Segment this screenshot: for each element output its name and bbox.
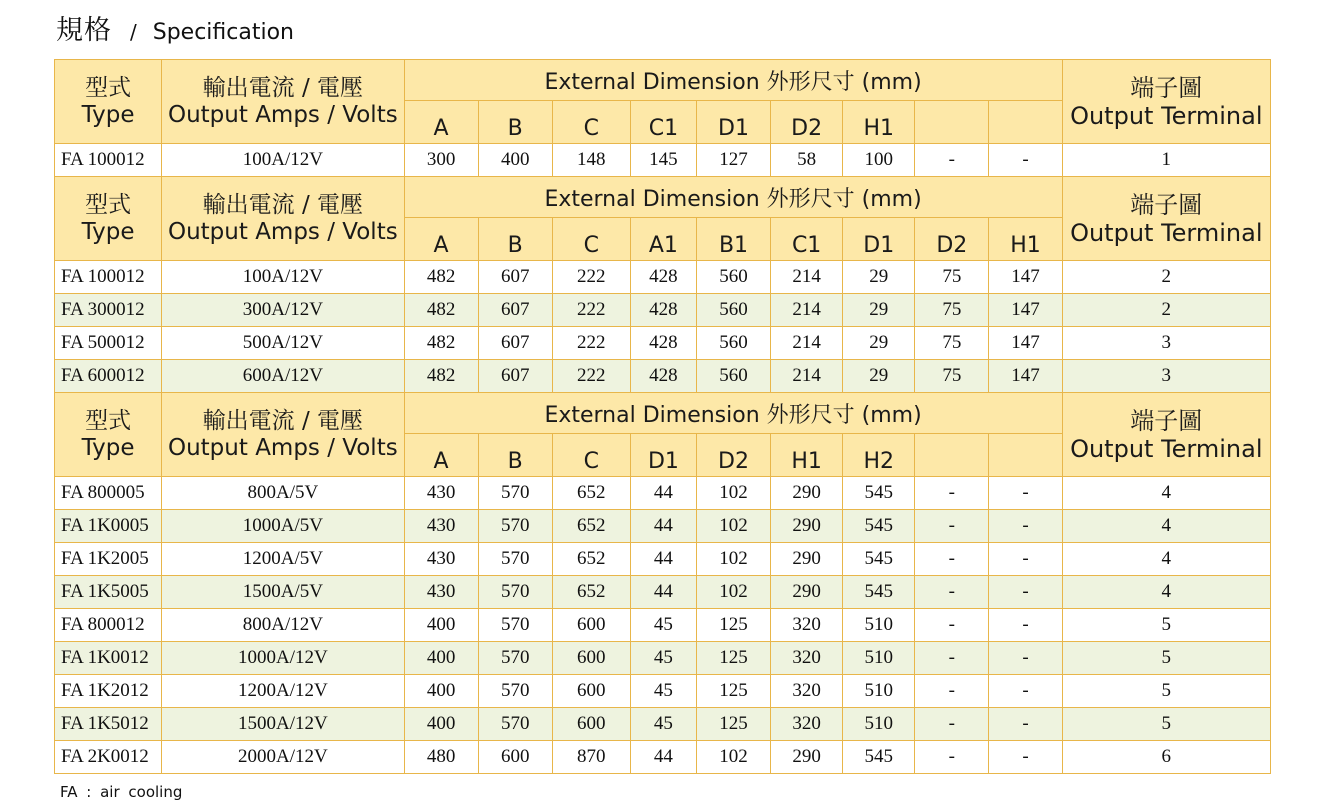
dimension-label: H1 <box>771 434 843 477</box>
dimension-value-cell: - <box>989 576 1062 609</box>
dimension-label: C <box>552 101 630 144</box>
dimension-value-cell: 320 <box>771 642 843 675</box>
table-row <box>55 708 1271 741</box>
dimension-value-cell: 320 <box>771 675 843 708</box>
dimension-value-cell: 148 <box>552 144 630 177</box>
output-header-zh: 輸出電流 / 電壓 <box>202 191 364 218</box>
output-cell: 100A/12V <box>162 144 404 177</box>
terminal-header <box>1062 177 1270 261</box>
table-row <box>55 327 1271 360</box>
dimension-value-cell: 75 <box>915 294 989 327</box>
dimension-value-cell: 560 <box>696 294 770 327</box>
dimension-value-cell: - <box>989 708 1062 741</box>
dimension-value-cell: 607 <box>478 327 552 360</box>
dimension-value-cell: 44 <box>630 576 696 609</box>
dimension-label <box>989 434 1062 477</box>
dimension-label <box>915 101 989 144</box>
type-header-en: Type <box>81 434 135 461</box>
dimension-value-cell: 102 <box>696 510 770 543</box>
table-row <box>55 360 1271 393</box>
dimension-value-cell: 45 <box>630 675 696 708</box>
dimension-value-cell: 400 <box>404 708 478 741</box>
title-zh: 規格 <box>56 15 112 46</box>
dimension-value-cell: 102 <box>696 741 770 774</box>
dimension-value-cell: 428 <box>630 294 696 327</box>
dimension-value-cell: - <box>915 675 989 708</box>
dimension-value-cell: 510 <box>843 642 915 675</box>
output-cell: 1000A/12V <box>162 642 404 675</box>
dimension-value-cell: 430 <box>404 576 478 609</box>
output-cell: 500A/12V <box>162 327 404 360</box>
dimension-value-cell: 44 <box>630 510 696 543</box>
dimension-value-cell: 600 <box>478 741 552 774</box>
dimension-label: D1 <box>696 101 770 144</box>
output-cell: 800A/5V <box>162 477 404 510</box>
dimension-value-cell: 570 <box>478 477 552 510</box>
output-cell: 2000A/12V <box>162 741 404 774</box>
type-cell: FA 500012 <box>55 327 162 360</box>
dimension-value-cell: 75 <box>915 360 989 393</box>
dimension-value-cell: 102 <box>696 477 770 510</box>
terminal-cell: 2 <box>1062 294 1270 327</box>
dimension-value-cell: - <box>915 477 989 510</box>
type-cell: FA 300012 <box>55 294 162 327</box>
dimension-value-cell: 545 <box>843 576 915 609</box>
dimension-value-cell: 570 <box>478 576 552 609</box>
type-header <box>55 60 162 144</box>
dimension-label: C1 <box>630 101 696 144</box>
output-header <box>162 177 404 261</box>
dimension-value-cell: 545 <box>843 543 915 576</box>
dimension-label: D2 <box>771 101 843 144</box>
dimension-value-cell: 428 <box>630 261 696 294</box>
dimension-label: C <box>552 434 630 477</box>
dimension-value-cell: 102 <box>696 576 770 609</box>
dimension-value-cell: 29 <box>843 327 915 360</box>
dimension-value-cell: 214 <box>771 294 843 327</box>
dimension-value-cell: - <box>989 609 1062 642</box>
terminal-cell: 4 <box>1062 477 1270 510</box>
table-row <box>55 261 1271 294</box>
table-row <box>55 477 1271 510</box>
dimension-label <box>989 101 1062 144</box>
type-cell: FA 100012 <box>55 144 162 177</box>
dimension-value-cell: 45 <box>630 609 696 642</box>
type-cell: FA 1K0012 <box>55 642 162 675</box>
dimension-value-cell: 570 <box>478 510 552 543</box>
dimension-value-cell: 400 <box>404 609 478 642</box>
dimension-value-cell: 600 <box>552 675 630 708</box>
type-cell: FA 800012 <box>55 609 162 642</box>
dimension-value-cell: 600 <box>552 708 630 741</box>
dimension-value-cell: 482 <box>404 360 478 393</box>
dimension-value-cell: 147 <box>989 261 1062 294</box>
dimension-value-cell: - <box>915 642 989 675</box>
output-cell: 300A/12V <box>162 294 404 327</box>
dimension-value-cell: 29 <box>843 261 915 294</box>
dimension-value-cell: - <box>915 741 989 774</box>
terminal-header-en: Output Terminal <box>1070 218 1263 247</box>
dimension-value-cell: 44 <box>630 741 696 774</box>
type-cell: FA 100012 <box>55 261 162 294</box>
header-row <box>55 393 1271 434</box>
dimension-value-cell: 147 <box>989 294 1062 327</box>
dimension-value-cell: 570 <box>478 708 552 741</box>
dimension-value-cell: 870 <box>552 741 630 774</box>
title-separator: / <box>130 20 137 44</box>
dimension-value-cell: 145 <box>630 144 696 177</box>
terminal-cell: 6 <box>1062 741 1270 774</box>
dimension-value-cell: - <box>915 576 989 609</box>
dimension-label: B <box>478 101 552 144</box>
output-cell: 600A/12V <box>162 360 404 393</box>
type-header <box>55 177 162 261</box>
dimension-header: External Dimension 外形尺寸 (mm) <box>404 177 1062 218</box>
dimension-value-cell: 430 <box>404 510 478 543</box>
terminal-cell: 5 <box>1062 708 1270 741</box>
terminal-cell: 5 <box>1062 609 1270 642</box>
dimension-value-cell: - <box>989 675 1062 708</box>
dimension-value-cell: 570 <box>478 609 552 642</box>
output-header <box>162 393 404 477</box>
dimension-label: A <box>404 434 478 477</box>
output-cell: 800A/12V <box>162 609 404 642</box>
dimension-value-cell: 125 <box>696 642 770 675</box>
dimension-value-cell: 428 <box>630 327 696 360</box>
terminal-cell: 3 <box>1062 327 1270 360</box>
dimension-value-cell: 652 <box>552 477 630 510</box>
dimension-value-cell: 29 <box>843 360 915 393</box>
output-header <box>162 60 404 144</box>
specification-table <box>54 59 1271 774</box>
output-cell: 1500A/5V <box>162 576 404 609</box>
dimension-value-cell: 320 <box>771 609 843 642</box>
terminal-header-en: Output Terminal <box>1070 434 1263 463</box>
table-row <box>55 675 1271 708</box>
table-body <box>55 60 1271 774</box>
type-cell: FA 1K5005 <box>55 576 162 609</box>
dimension-value-cell: - <box>915 708 989 741</box>
type-header-en: Type <box>81 101 135 128</box>
dimension-value-cell: 125 <box>696 708 770 741</box>
dimension-value-cell: 545 <box>843 477 915 510</box>
dimension-label: A <box>404 218 478 261</box>
terminal-header-zh: 端子圖 <box>1130 190 1203 219</box>
dimension-label <box>915 434 989 477</box>
dimension-value-cell: 482 <box>404 261 478 294</box>
dimension-value-cell: 607 <box>478 360 552 393</box>
dimension-label: B <box>478 218 552 261</box>
dimension-value-cell: - <box>989 144 1062 177</box>
dimension-value-cell: 100 <box>843 144 915 177</box>
dimension-label: H1 <box>843 101 915 144</box>
dimension-label: D1 <box>630 434 696 477</box>
type-cell: FA 2K0012 <box>55 741 162 774</box>
type-cell: FA 1K2012 <box>55 675 162 708</box>
terminal-cell: 5 <box>1062 675 1270 708</box>
dimension-value-cell: 545 <box>843 741 915 774</box>
terminal-cell: 2 <box>1062 261 1270 294</box>
dimension-value-cell: 147 <box>989 327 1062 360</box>
type-header-zh: 型式 <box>85 407 132 434</box>
dimension-value-cell: 214 <box>771 261 843 294</box>
dimension-value-cell: 44 <box>630 543 696 576</box>
dimension-value-cell: 45 <box>630 642 696 675</box>
table-row <box>55 144 1271 177</box>
dimension-value-cell: 29 <box>843 294 915 327</box>
dimension-value-cell: 570 <box>478 642 552 675</box>
dimension-value-cell: 400 <box>404 642 478 675</box>
dimension-label: H2 <box>843 434 915 477</box>
dimension-value-cell: 482 <box>404 327 478 360</box>
dimension-value-cell: 290 <box>771 576 843 609</box>
dimension-label: C1 <box>771 218 843 261</box>
output-cell: 1200A/12V <box>162 675 404 708</box>
output-header-en: Output Amps / Volts <box>167 218 398 245</box>
output-header-zh: 輸出電流 / 電壓 <box>202 74 364 101</box>
dimension-value-cell: 44 <box>630 477 696 510</box>
dimension-value-cell: 45 <box>630 708 696 741</box>
dimension-value-cell: 607 <box>478 261 552 294</box>
dimension-value-cell: 570 <box>478 675 552 708</box>
dimension-value-cell: 300 <box>404 144 478 177</box>
dimension-value-cell: 570 <box>478 543 552 576</box>
terminal-header <box>1062 60 1270 144</box>
dimension-value-cell: 147 <box>989 360 1062 393</box>
dimension-value-cell: 125 <box>696 675 770 708</box>
terminal-cell: 4 <box>1062 576 1270 609</box>
table-row <box>55 294 1271 327</box>
table-row <box>55 510 1271 543</box>
terminal-header-zh: 端子圖 <box>1130 73 1203 102</box>
page-title <box>56 8 294 48</box>
dimension-value-cell: 222 <box>552 261 630 294</box>
dimension-header: External Dimension 外形尺寸 (mm) <box>404 393 1062 434</box>
output-cell: 100A/12V <box>162 261 404 294</box>
header-row <box>55 177 1271 218</box>
dimension-value-cell: - <box>915 609 989 642</box>
table-row <box>55 609 1271 642</box>
type-header-zh: 型式 <box>85 74 132 101</box>
dimension-value-cell: 510 <box>843 609 915 642</box>
dimension-value-cell: 600 <box>552 609 630 642</box>
dimension-value-cell: 222 <box>552 327 630 360</box>
dimension-value-cell: - <box>989 741 1062 774</box>
type-header-zh: 型式 <box>85 191 132 218</box>
output-header-en: Output Amps / Volts <box>167 434 398 461</box>
dimension-header: External Dimension 外形尺寸 (mm) <box>404 60 1062 101</box>
type-header-en: Type <box>81 218 135 245</box>
output-cell: 1500A/12V <box>162 708 404 741</box>
dimension-value-cell: 290 <box>771 741 843 774</box>
terminal-cell: 4 <box>1062 543 1270 576</box>
dimension-value-cell: 600 <box>552 642 630 675</box>
dimension-value-cell: - <box>989 510 1062 543</box>
dimension-value-cell: 560 <box>696 327 770 360</box>
dimension-label: B1 <box>696 218 770 261</box>
terminal-cell: 3 <box>1062 360 1270 393</box>
table-row <box>55 741 1271 774</box>
dimension-value-cell: - <box>989 642 1062 675</box>
type-cell: FA 600012 <box>55 360 162 393</box>
dimension-value-cell: 290 <box>771 543 843 576</box>
type-cell: FA 1K5012 <box>55 708 162 741</box>
dimension-value-cell: - <box>989 543 1062 576</box>
dimension-label: A <box>404 101 478 144</box>
dimension-value-cell: 652 <box>552 543 630 576</box>
type-header <box>55 393 162 477</box>
terminal-cell: 5 <box>1062 642 1270 675</box>
dimension-value-cell: 400 <box>404 675 478 708</box>
dimension-value-cell: 290 <box>771 477 843 510</box>
table-row <box>55 642 1271 675</box>
dimension-value-cell: 560 <box>696 261 770 294</box>
terminal-header-zh: 端子圖 <box>1130 406 1203 435</box>
dimension-label: D1 <box>843 218 915 261</box>
dimension-label: A1 <box>630 218 696 261</box>
dimension-value-cell: - <box>915 510 989 543</box>
dimension-value-cell: 652 <box>552 510 630 543</box>
dimension-value-cell: 127 <box>696 144 770 177</box>
dimension-value-cell: 58 <box>771 144 843 177</box>
dimension-value-cell: 430 <box>404 543 478 576</box>
type-cell: FA 800005 <box>55 477 162 510</box>
dimension-value-cell: 607 <box>478 294 552 327</box>
output-header-zh: 輸出電流 / 電壓 <box>202 407 364 434</box>
footnote: FA : air cooling <box>60 783 183 801</box>
output-cell: 1200A/5V <box>162 543 404 576</box>
dimension-value-cell: 560 <box>696 360 770 393</box>
dimension-label: B <box>478 434 552 477</box>
title-en: Specification <box>152 20 294 45</box>
dimension-label: D2 <box>696 434 770 477</box>
dimension-value-cell: 430 <box>404 477 478 510</box>
dimension-value-cell: 125 <box>696 609 770 642</box>
output-cell: 1000A/5V <box>162 510 404 543</box>
dimension-value-cell: 102 <box>696 543 770 576</box>
table-row <box>55 543 1271 576</box>
terminal-cell: 4 <box>1062 510 1270 543</box>
dimension-value-cell: - <box>915 144 989 177</box>
dimension-label: C <box>552 218 630 261</box>
dimension-value-cell: - <box>989 477 1062 510</box>
dimension-value-cell: 222 <box>552 294 630 327</box>
dimension-value-cell: 482 <box>404 294 478 327</box>
dimension-label: H1 <box>989 218 1062 261</box>
terminal-header <box>1062 393 1270 477</box>
dimension-value-cell: 400 <box>478 144 552 177</box>
output-header-en: Output Amps / Volts <box>167 101 398 128</box>
table-row <box>55 576 1271 609</box>
dimension-value-cell: 222 <box>552 360 630 393</box>
header-row <box>55 60 1271 101</box>
dimension-value-cell: - <box>915 543 989 576</box>
type-cell: FA 1K0005 <box>55 510 162 543</box>
dimension-value-cell: 75 <box>915 261 989 294</box>
dimension-value-cell: 320 <box>771 708 843 741</box>
dimension-value-cell: 290 <box>771 510 843 543</box>
dimension-value-cell: 545 <box>843 510 915 543</box>
dimension-value-cell: 214 <box>771 327 843 360</box>
terminal-cell: 1 <box>1062 144 1270 177</box>
dimension-value-cell: 510 <box>843 708 915 741</box>
dimension-label: D2 <box>915 218 989 261</box>
dimension-value-cell: 480 <box>404 741 478 774</box>
dimension-value-cell: 75 <box>915 327 989 360</box>
type-cell: FA 1K2005 <box>55 543 162 576</box>
dimension-value-cell: 428 <box>630 360 696 393</box>
terminal-header-en: Output Terminal <box>1070 101 1263 130</box>
dimension-value-cell: 510 <box>843 675 915 708</box>
dimension-value-cell: 214 <box>771 360 843 393</box>
dimension-value-cell: 652 <box>552 576 630 609</box>
